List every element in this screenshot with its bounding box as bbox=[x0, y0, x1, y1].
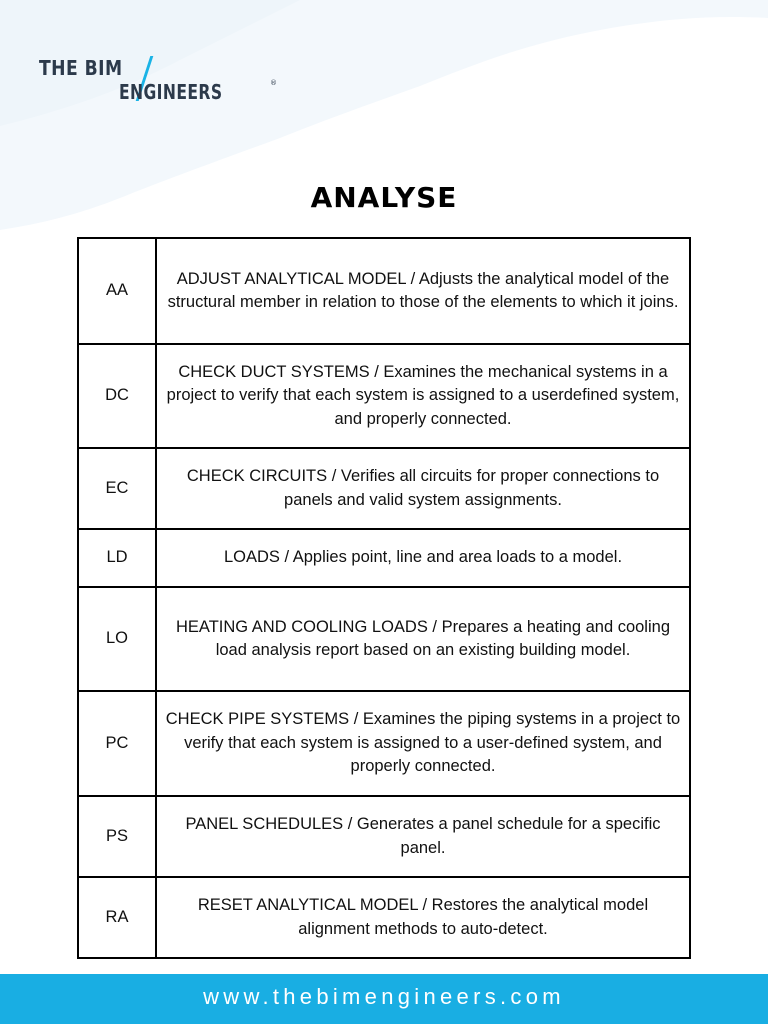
shortcut-description: PANEL SCHEDULES / Generates a panel schedule for a specific panel. bbox=[156, 796, 690, 877]
shortcut-code: RA bbox=[78, 877, 156, 958]
table-row bbox=[78, 691, 690, 796]
table-row bbox=[78, 877, 690, 958]
shortcut-description: LOADS / Applies point, line and area loads to a model. bbox=[156, 529, 690, 587]
page-title: ANALYSE bbox=[310, 181, 458, 214]
shortcut-description: ADJUST ANALYTICAL MODEL / Adjusts the analytical model of the structural member in relation to those of the elements to which it joins. bbox=[156, 238, 690, 344]
website-url[interactable]: www.thebimengineers.com bbox=[203, 984, 565, 1009]
shortcut-code: DC bbox=[78, 344, 156, 448]
shortcut-code: LD bbox=[78, 529, 156, 587]
shortcut-code: EC bbox=[78, 448, 156, 529]
table-row bbox=[78, 344, 690, 448]
table-row bbox=[78, 238, 690, 344]
shortcut-description: CHECK PIPE SYSTEMS / Examines the piping systems in a project to verify that each system is assigned to a user-defined system, and properly connected. bbox=[156, 691, 690, 796]
table-row bbox=[78, 448, 690, 529]
shortcut-table bbox=[77, 237, 691, 959]
logo-registered-mark: ® bbox=[270, 79, 277, 87]
footer-bar bbox=[0, 974, 768, 1024]
table-row bbox=[78, 529, 690, 587]
logo-line-1: THE BIM bbox=[39, 56, 123, 80]
shortcut-description: HEATING AND COOLING LOADS / Prepares a heating and cooling load analysis report based on an existing building model. bbox=[156, 587, 690, 691]
shortcut-code: PC bbox=[78, 691, 156, 796]
shortcut-description: RESET ANALYTICAL MODEL / Restores the analytical model alignment methods to auto-detect. bbox=[156, 877, 690, 958]
shortcut-code: LO bbox=[78, 587, 156, 691]
brand-logo bbox=[39, 56, 277, 108]
shortcut-code: AA bbox=[78, 238, 156, 344]
shortcut-table-body bbox=[78, 238, 690, 958]
shortcut-code: PS bbox=[78, 796, 156, 877]
table-row bbox=[78, 587, 690, 691]
table-row bbox=[78, 796, 690, 877]
shortcut-description: CHECK CIRCUITS / Verifies all circuits for proper connections to panels and valid system assignments. bbox=[156, 448, 690, 529]
shortcut-description: CHECK DUCT SYSTEMS / Examines the mechanical systems in a project to verify that each system is assigned to a userdefined system, and properly connected. bbox=[156, 344, 690, 448]
logo-line-2: ENGINEERS bbox=[119, 80, 223, 104]
